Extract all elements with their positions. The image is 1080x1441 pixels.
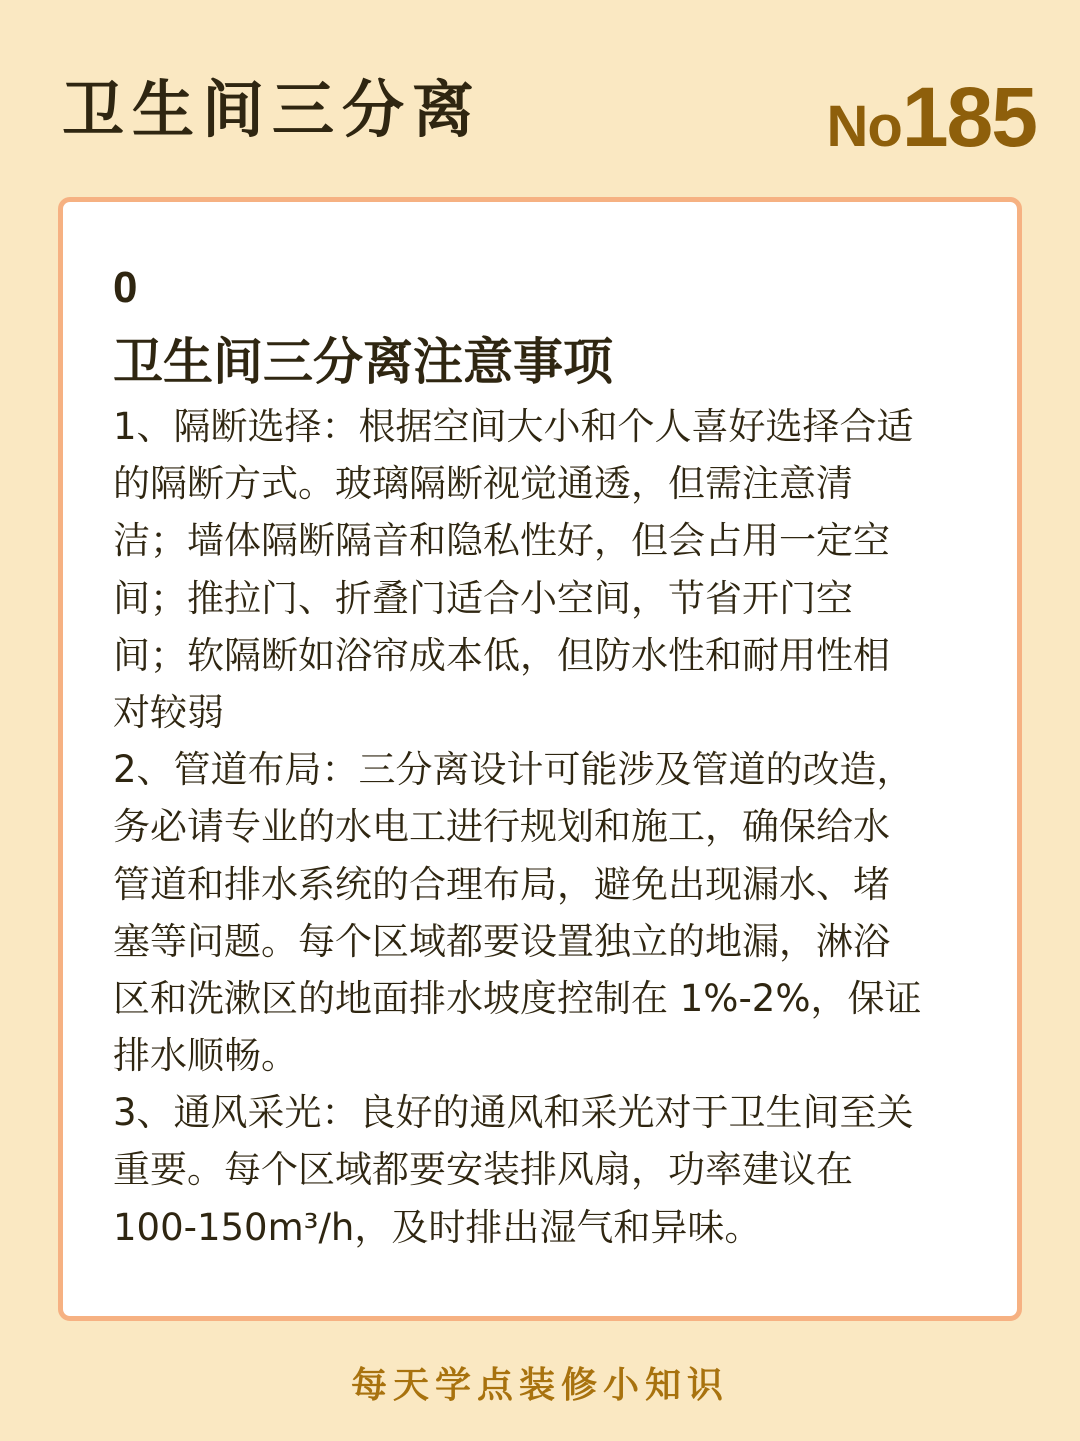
- content-line: 洁；墙体隔断隔音和隐私性好，但会占用一定空: [113, 519, 890, 563]
- section-title: 卫生间三分离注意事项: [113, 333, 613, 391]
- content-line: 塞等问题。每个区域都要设置独立的地漏，淋浴: [113, 919, 890, 963]
- content-body: [113, 398, 993, 1256]
- issue-prefix: No: [826, 94, 902, 159]
- content-line: 管道和排水系统的合理布局，避免出现漏水、堵: [113, 862, 890, 906]
- content-card: [58, 197, 1022, 1321]
- content-line: 对较弱: [113, 690, 224, 734]
- footer-tagline: 每天学点装修小知识: [350, 1365, 729, 1406]
- content-line: 100-150m³/h，及时排出湿气和异味。: [113, 1205, 762, 1249]
- content-line: 的隔断方式。玻璃隔断视觉通透，但需注意清: [113, 462, 853, 506]
- content-line: 间；软隔断如浴帘成本低，但防水性和耐用性相: [113, 633, 890, 677]
- content-line: 区和洗漱区的地面排水坡度控制在 1%-2%，保证: [113, 976, 922, 1020]
- content-line: 重要。每个区域都要安装排风扇，功率建议在: [113, 1148, 853, 1192]
- content-line: 间；推拉门、折叠门适合小空间，节省开门空: [113, 576, 853, 620]
- page-title: 卫生间三分离: [62, 73, 483, 146]
- content-line: 务必请专业的水电工进行规划和施工，确保给水: [113, 805, 890, 849]
- section-index: 0: [113, 263, 138, 312]
- content-line: 2、管道布局：三分离设计可能涉及管道的改造，: [113, 748, 914, 792]
- content-line: 3、通风采光：良好的通风和采光对于卫生间至关: [113, 1091, 914, 1135]
- content-line: 排水顺畅。: [113, 1034, 298, 1078]
- issue-number: [827, 72, 1036, 187]
- issue-value: 185: [901, 70, 1036, 164]
- content-line: 1、隔断选择：根据空间大小和个人喜好选择合适: [113, 405, 914, 448]
